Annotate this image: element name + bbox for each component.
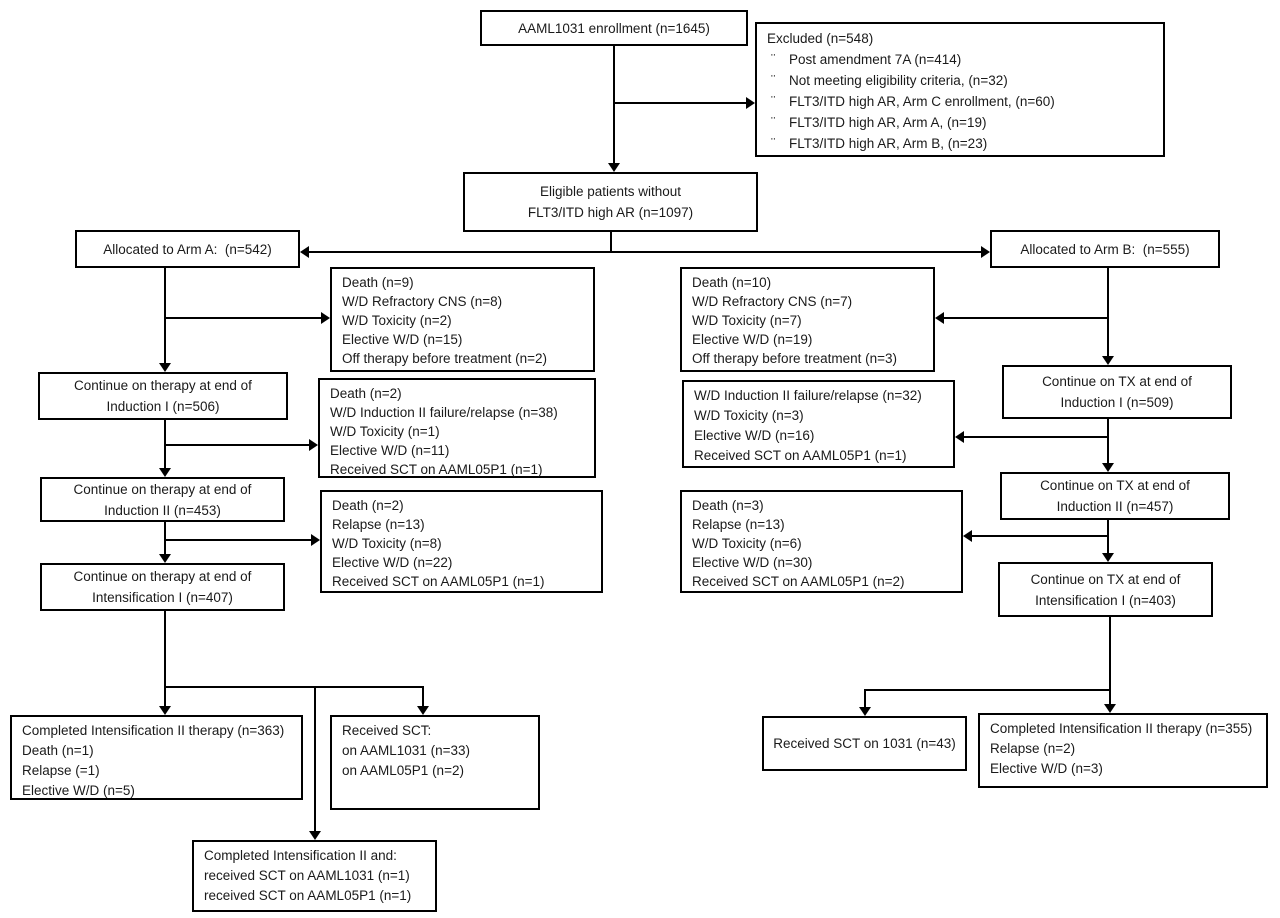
box-arm-b-dropout-intensification1 [680, 490, 963, 593]
box-line: Relapse (=1) [22, 763, 100, 778]
connector-b-induction2-intensification1 [1107, 520, 1109, 555]
dropout-line: Elective W/D (n=19) [692, 332, 813, 347]
dropout-line: W/D Toxicity (n=6) [692, 536, 802, 551]
arrowhead-into-b-dropout2 [955, 431, 964, 443]
dropout-line: Death (n=2) [332, 498, 404, 513]
box-line: Continue on therapy at end of [73, 481, 252, 497]
box-line: Elective W/D (n=5) [22, 783, 135, 798]
connector-b-induction1-induction2 [1107, 419, 1109, 464]
box-line: Intensification I (n=403) [1035, 592, 1176, 608]
dropout-line: W/D Induction II failure/relapse (n=38) [330, 405, 558, 420]
box-arm-b-dropout-induction1 [680, 267, 935, 372]
connector-b-intensification1-down [1109, 617, 1111, 691]
box-arm-a-intensification1 [40, 563, 285, 611]
box-line: Induction II (n=457) [1056, 499, 1174, 514]
connector-a-bottom-split [164, 686, 424, 688]
connector-into-a-bottom [314, 686, 316, 832]
box-arm-b-intensification1 [998, 562, 1213, 617]
connector-to-excluded [613, 102, 747, 104]
box-arm-b-induction2 [1000, 472, 1230, 520]
dropout-line: Elective W/D (n=30) [692, 555, 813, 570]
box-line: Completed Intensification II therapy (n=363) [22, 723, 285, 738]
arrowhead-into-b-induction2 [1102, 463, 1114, 472]
dropout-line: Death (n=3) [692, 498, 764, 513]
arrowhead-into-b-intensification1 [1102, 553, 1114, 562]
arrowhead-into-b-sct [859, 707, 871, 716]
dropout-line: Death (n=2) [330, 386, 402, 401]
connector-b-branch-dropout1 [943, 317, 1108, 319]
box-arm-a-induction2 [40, 477, 285, 522]
dropout-line: Received SCT on AAML05P1 (n=1) [332, 574, 545, 589]
dropout-line: W/D Toxicity (n=3) [694, 408, 804, 423]
box-line: Continue on TX at end of [1040, 478, 1190, 493]
excluded-item-text: Post amendment 7A (n=414) [789, 52, 962, 67]
connector-eligible-stub [610, 232, 612, 253]
box-arm-a-dropout-induction2 [318, 378, 596, 478]
arrowhead-into-a-intensification1 [159, 554, 171, 563]
box-arm-a-completed-and-sct [192, 840, 437, 912]
box-arm-b-completed-intensification2 [978, 713, 1268, 788]
box-line: Induction I (n=509) [1060, 395, 1174, 410]
box-line: Continue on TX at end of [1042, 374, 1192, 389]
dropout-line: W/D Induction II failure/relapse (n=32) [694, 388, 922, 403]
dropout-line: Elective W/D (n=22) [332, 555, 453, 570]
box-line: Intensification I (n=407) [92, 590, 233, 605]
connector-arm-a-induction1 [164, 268, 166, 364]
box-arm-b-received-sct [762, 716, 967, 771]
box-line: on AAML1031 (n=33) [342, 743, 470, 758]
connector-into-a-sct [422, 686, 424, 707]
arrowhead-into-b-dropout1 [935, 312, 944, 324]
excluded-title: Excluded (n=548) [767, 31, 874, 46]
dropout-line: Death (n=10) [692, 275, 772, 290]
dropout-line: W/D Refractory CNS (n=7) [692, 294, 853, 309]
box-line: Death (n=1) [22, 743, 94, 758]
dropout-line: W/D Toxicity (n=2) [342, 313, 452, 328]
excluded-item [767, 91, 1153, 112]
excluded-item-text: Not meeting eligibility criteria, (n=32) [789, 73, 1008, 88]
connector-b-branch-dropout2 [963, 436, 1108, 438]
box-arm-a-dropout-intensification1 [320, 490, 603, 593]
box-line: Completed Intensification II and: [204, 848, 397, 863]
arrowhead-into-excluded [746, 97, 755, 109]
dropout-line: Off therapy before treatment (n=2) [342, 351, 547, 366]
dropout-line: Received SCT on AAML05P1 (n=1) [330, 462, 543, 477]
arrowhead-into-a-completed [159, 706, 171, 715]
arrowhead-into-a-sct [417, 706, 429, 715]
excluded-item-text: FLT3/ITD high AR, Arm A, (n=19) [789, 115, 987, 130]
arrowhead-into-a-dropout2 [309, 439, 318, 451]
box-arm-a-received-sct [330, 715, 540, 810]
dropout-line: W/D Toxicity (n=1) [330, 424, 440, 439]
box-line: on AAML05P1 (n=2) [342, 763, 464, 778]
dropout-line: Relapse (n=13) [692, 517, 785, 532]
arrowhead-into-a-induction2 [159, 468, 171, 477]
arrowhead-into-a-induction1 [159, 363, 171, 372]
box-arm-b-induction1 [1002, 365, 1232, 419]
connector-into-b-sct [864, 689, 866, 708]
box-line: Completed Intensification II therapy (n=355) [990, 721, 1253, 736]
excluded-item-text: FLT3/ITD high AR, Arm B, (n=23) [789, 136, 988, 151]
box-allocated-arm-a [75, 230, 300, 268]
box-line: Induction I (n=506) [106, 399, 220, 414]
box-eligible-line: Eligible patients without [539, 184, 682, 199]
excluded-item [767, 112, 1153, 133]
connector-a-branch-dropout2 [164, 444, 309, 446]
dropout-line: W/D Toxicity (n=8) [332, 536, 442, 551]
bullet-icon: ¨ [771, 136, 776, 151]
box-line: Continue on TX at end of [1030, 571, 1181, 587]
arrowhead-into-a-dropout3 [311, 534, 320, 546]
connector-into-b-completed [1109, 689, 1111, 705]
box-line: received SCT on AAML1031 (n=1) [204, 868, 410, 883]
box-line: Induction II (n=453) [104, 502, 221, 518]
box-arm-a-dropout-induction1 [330, 267, 595, 372]
box-line: received SCT on AAML05P1 (n=1) [204, 888, 412, 903]
bullet-icon: ¨ [771, 115, 776, 130]
box-arm-a-text: Allocated to Arm A: (n=542) [103, 241, 272, 257]
arrowhead-into-a-dropout1 [321, 312, 330, 324]
dropout-line: Received SCT on AAML05P1 (n=1) [694, 448, 907, 463]
dropout-line: Elective W/D (n=16) [694, 428, 815, 443]
dropout-line: Off therapy before treatment (n=3) [692, 351, 897, 366]
excluded-item-text: FLT3/ITD high AR, Arm C enrollment, (n=60) [789, 94, 1055, 109]
box-arm-b-dropout-induction2 [682, 380, 955, 468]
excluded-item [767, 49, 1153, 70]
bullet-icon: ¨ [771, 52, 776, 67]
box-enrollment-text: AAML1031 enrollment (n=1645) [518, 20, 710, 36]
connector-b-branch-dropout3 [971, 535, 1108, 537]
arrowhead-into-arm-b [981, 246, 990, 258]
box-line: Received SCT on 1031 (n=43) [773, 736, 956, 751]
arrowhead-into-b-completed [1104, 704, 1116, 713]
connector-into-a-completed [164, 686, 166, 707]
arrowhead-into-eligible [608, 163, 620, 172]
connector-b-bottom-split [864, 689, 1111, 691]
box-arm-b-text: Allocated to Arm B: (n=555) [1020, 241, 1190, 257]
connector-split-arms [308, 251, 982, 253]
box-arm-a-completed-intensification2 [10, 715, 303, 800]
box-line: Received SCT: [342, 723, 432, 738]
box-line: Continue on therapy at end of [74, 378, 252, 393]
connector-a-branch-dropout3 [164, 539, 311, 541]
dropout-line: Elective W/D (n=11) [330, 443, 450, 458]
arrowhead-into-a-bottom [309, 831, 321, 840]
box-arm-a-induction1 [38, 372, 288, 420]
box-excluded [755, 22, 1165, 157]
box-enrollment [480, 10, 748, 46]
connector-arm-b-induction1 [1107, 268, 1109, 357]
excluded-item [767, 70, 1153, 91]
connector-a-intensification1-down [164, 611, 166, 688]
arrowhead-into-arm-a [300, 246, 309, 258]
connector-a-branch-dropout1 [164, 317, 322, 319]
arrowhead-into-b-induction1 [1102, 356, 1114, 365]
dropout-line: Received SCT on AAML05P1 (n=2) [692, 574, 905, 589]
bullet-icon: ¨ [771, 94, 776, 109]
dropout-line: W/D Refractory CNS (n=8) [342, 294, 503, 309]
bullet-icon: ¨ [771, 73, 776, 88]
box-line: Elective W/D (n=3) [990, 761, 1103, 776]
excluded-item [767, 133, 1153, 154]
arrowhead-into-b-dropout3 [963, 530, 972, 542]
dropout-line: Relapse (n=13) [332, 517, 425, 532]
box-eligible-patients [463, 172, 758, 232]
box-allocated-arm-b [990, 230, 1220, 268]
connector-enrollment-eligible [613, 46, 615, 164]
box-line: Relapse (n=2) [990, 741, 1076, 756]
box-eligible-line: FLT3/ITD high AR (n=1097) [527, 205, 694, 220]
box-line: Continue on therapy at end of [73, 569, 252, 584]
dropout-line: W/D Toxicity (n=7) [692, 313, 802, 328]
dropout-line: Elective W/D (n=15) [342, 332, 463, 347]
dropout-line: Death (n=9) [342, 275, 414, 290]
